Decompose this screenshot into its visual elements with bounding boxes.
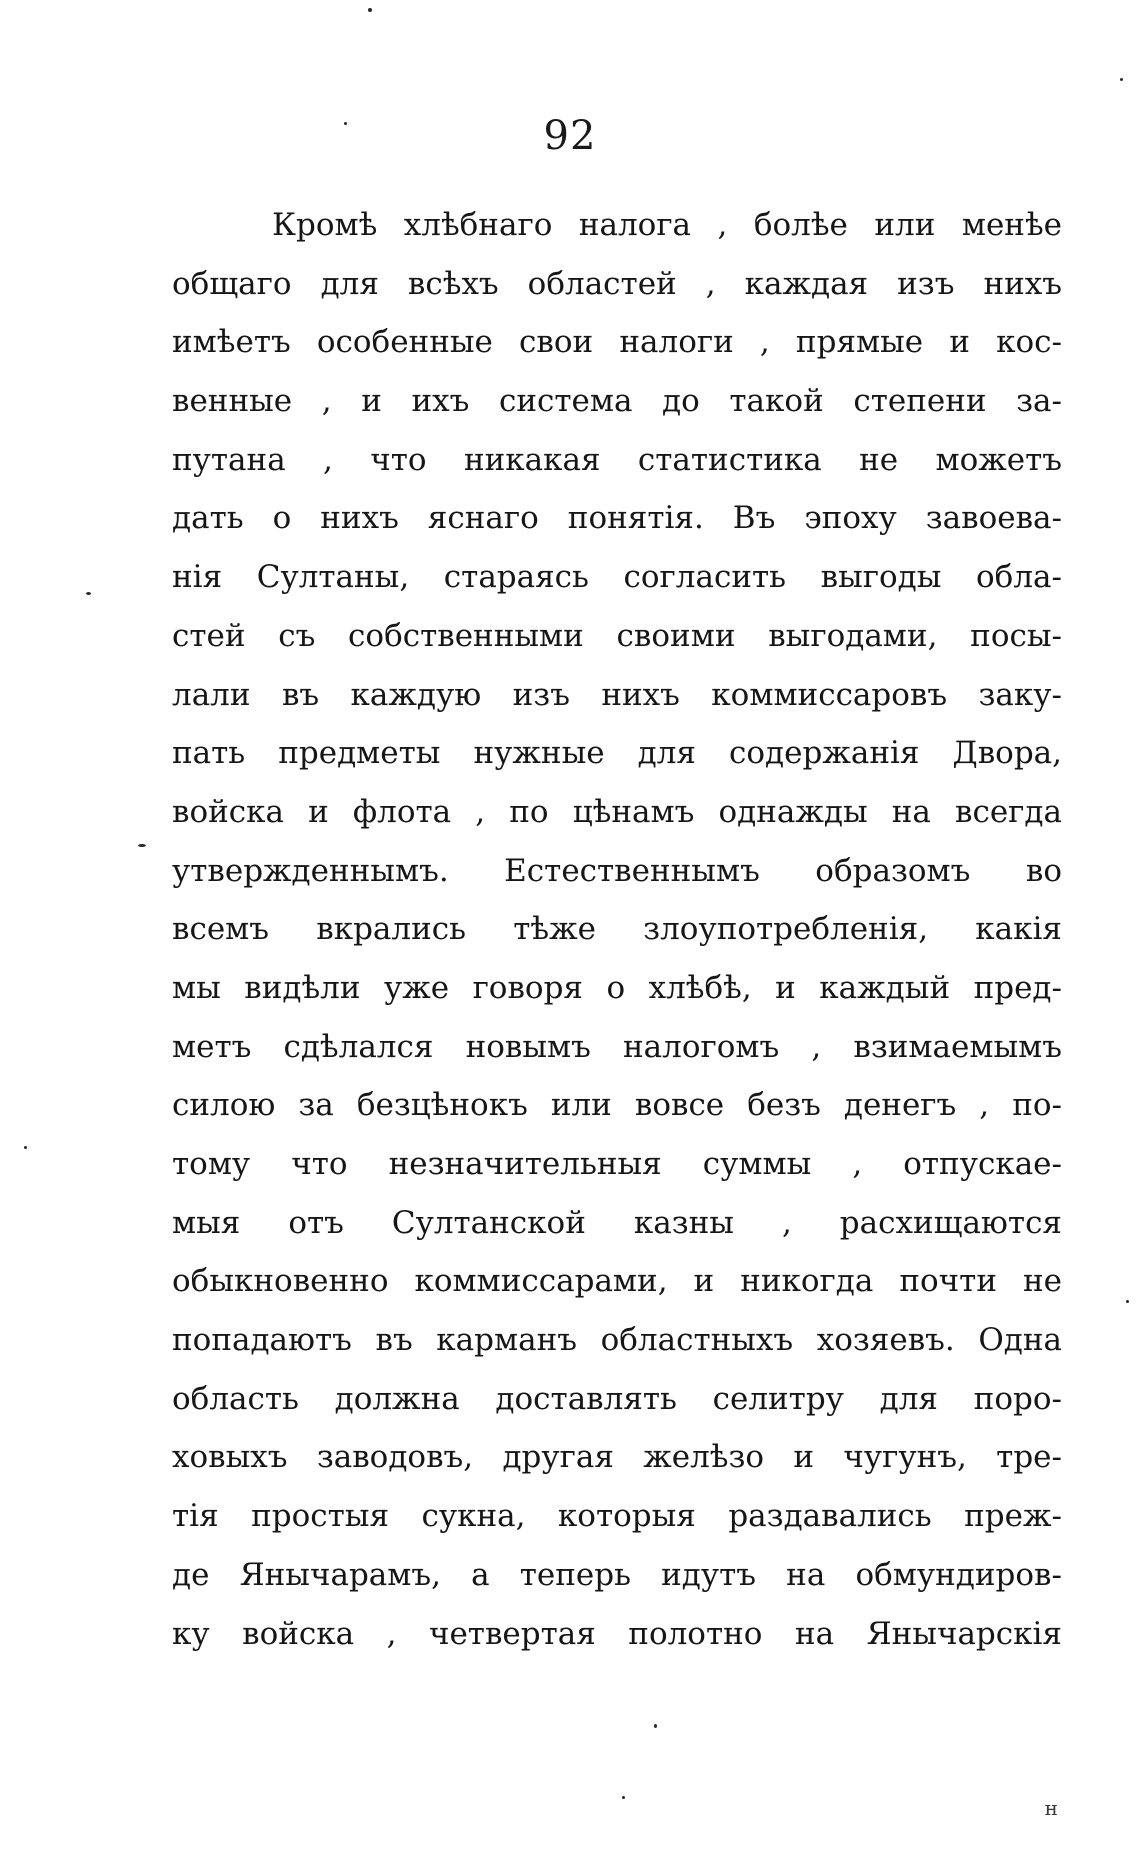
text-line: пать предметы нужные для содержанія Двора, <box>172 735 1062 772</box>
text-line: общаго для всѣхъ областей , каждая изъ нихъ <box>172 265 1062 302</box>
text-line: тому что незначительныя суммы , отпускае- <box>172 1146 1062 1182</box>
scan-speck <box>654 1724 657 1728</box>
scan-speck <box>344 122 347 125</box>
text-line: ку войска , четвертая полотно на Янычарскія <box>172 1615 1062 1652</box>
scan-speck <box>1120 78 1123 81</box>
text-line: имѣетъ особенные свои налоги , прямые и кос- <box>172 324 1062 361</box>
scan-speck <box>138 844 146 847</box>
text-line: утвержденнымъ. Естественнымъ образомъ во <box>172 852 1062 889</box>
text-line: метъ сдѣлался новымъ налогомъ , взимаемымъ <box>172 1028 1062 1065</box>
text-line: лали въ каждую изъ нихъ коммиссаровъ заку- <box>172 676 1062 713</box>
scan-speck <box>24 1146 27 1149</box>
text-line: войска и флота , по цѣнамъ однажды на всегда <box>172 793 1062 830</box>
body-text <box>172 196 1062 1663</box>
text-line: нія Султаны, стараясь согласить выгоды обла- <box>172 559 1062 596</box>
scan-speck <box>1126 1300 1129 1303</box>
text-line: мыя отъ Султанской казны , расхищаются <box>172 1204 1062 1241</box>
text-line: дать о нихъ яснаго понятія. Въ эпоху завоева- <box>172 500 1062 537</box>
text-line: мы видѣли уже говоря о хлѣбѣ, и каждый пред- <box>172 969 1062 1006</box>
scan-speck <box>622 1796 625 1799</box>
text-line: путана , что никакая статистика не можетъ <box>172 441 1062 478</box>
footer-mark: н <box>1044 1796 1058 1820</box>
scan-speck <box>368 8 372 12</box>
scan-speck <box>86 592 91 595</box>
text-line: всемъ вкрались тѣже злоупотребленія, какія <box>172 911 1062 948</box>
text-line: попадаютъ въ карманъ областныхъ хозяевъ. Одна <box>172 1322 1062 1359</box>
text-line: тія простыя сукна, которыя раздавались преж- <box>172 1498 1062 1535</box>
text-line: ховыхъ заводовъ, другая желѣзо и чугунъ, тре- <box>172 1439 1062 1476</box>
text-line: стей съ собственными своими выгодами, посы- <box>172 617 1062 654</box>
text-line: область должна доставлять селитру для поро- <box>172 1380 1062 1417</box>
text-line: де Янычарамъ, а теперь идутъ на обмундиров- <box>172 1556 1062 1593</box>
page-number: 92 <box>543 113 597 159</box>
text-line: венные , и ихъ система до такой степени за- <box>172 383 1062 420</box>
text-line: обыкновенно коммиссарами, и никогда почти не <box>172 1263 1062 1300</box>
text-line: Кромѣ хлѣбнаго налога , болѣе или менѣе <box>272 207 1062 243</box>
text-line: силою за безцѣнокъ или вовсе безъ денегъ , по- <box>172 1087 1062 1124</box>
